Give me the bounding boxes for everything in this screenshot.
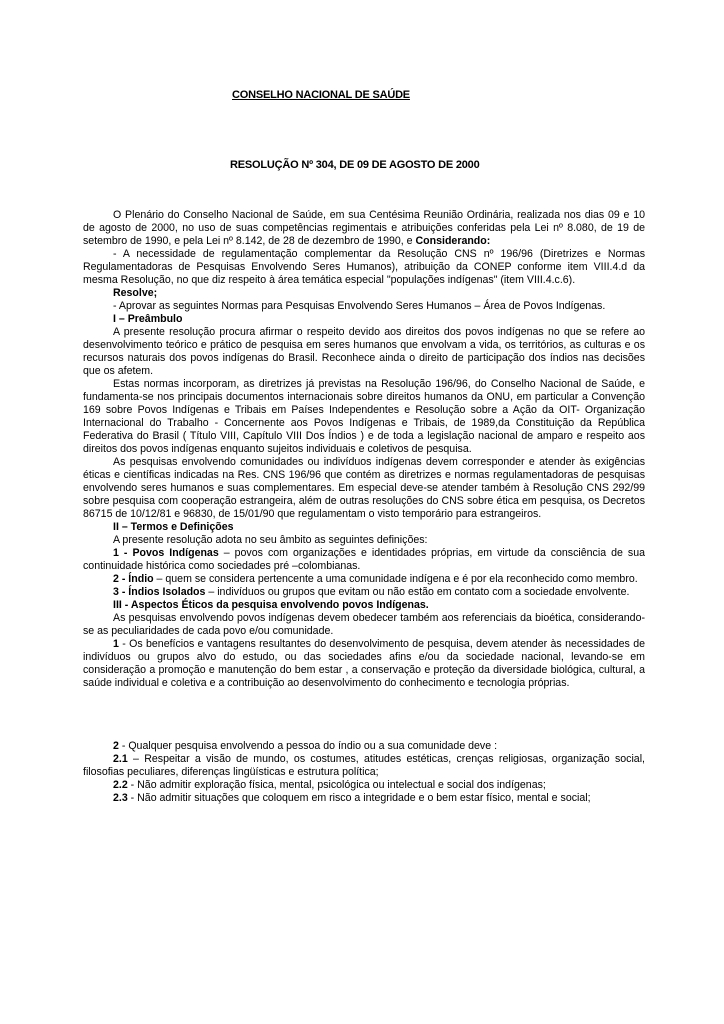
paragraph-plenary [83,209,645,248]
document-body [83,209,645,805]
definition-text: – quem se considera pertencente a uma comunidade indígena e é por ela reconhecido como membro. [153,573,638,585]
item-text: - Os benefícios e vantagens resultantes do desenvolvimento de pesquisa, devem atender às necessidades de indivíduos ou grupos alvo do estudo, ou das sociedades afins e/ou da sociedade nacional, levando-se em consideração a promoção e manutenção do bem estar , a conservação e proteção da diversidade biológica, cultural, a saúde individual e coletiva e a contribuição ao desenvolvimento do conhecimento e tecnologia próprias. [83,638,645,689]
council-title: CONSELHO NACIONAL DE SAÚDE [232,89,410,101]
definition-label: 3 - Índios Isolados [113,586,206,598]
section-definitions-heading: II – Termos e Definições [113,521,234,533]
paragraph-approve: - Aprovar as seguintes Normas para Pesquisas Envolvendo Seres Humanos – Área de Povos Indígenas. [113,300,606,312]
ethics-item-2-2 [83,779,645,792]
resolve-label: Resolve; [113,287,158,299]
definition-label: 2 - Índio [113,573,154,585]
definition-label: 1 - Povos Indígenas [113,547,219,559]
ethics-item-1 [83,638,645,690]
ethics-item-2-1 [83,753,645,779]
section-ethics-heading: III - Aspectos Éticos da pesquisa envolvendo povos Indígenas. [113,599,429,611]
ethics-item-2-3 [83,792,645,805]
item-text: - Não admitir situações que coloquem em risco a integridade e o bem estar físico, mental e social; [127,792,591,804]
resolution-title: RESOLUÇÃO Nº 304, DE 09 DE AGOSTO DE 2000 [230,159,480,171]
definition-povos-indigenas [83,547,645,573]
item-number: 2.1 [113,753,128,765]
paragraph-preamble-3: As pesquisas envolvendo comunidades ou indivíduos indígenas devem corresponder e atender às exigências éticas e científicas indicadas na Res. CNS 196/96 que contém as diretrizes e normas regulamentadoras de pesquisas envolvendo seres humanos e suas complementares. Em especial deve-se atender também à Resolução CNS 292/99 sobre pesquisa com cooperação estrangeira, além de outras resoluções do CNS sobre ética em pesquisa, os Decretos 86715 de 10/12/81 e 96830, de 15/01/90 que regulamentam o visto temporário para estrangeiros. [83,456,645,520]
definition-indio [83,573,645,586]
section-preamble-heading: I – Preâmbulo [113,313,183,325]
paragraph-ethics-intro: As pesquisas envolvendo povos indígenas devem obedecer também aos referenciais da bioética, considerando-se as peculiaridades de cada povo e/ou comunidade. [83,612,645,637]
considerando-label: Considerando: [415,235,491,247]
item-text: - Não admitir exploração física, mental, psicológica ou intelectual e social dos indígenas; [127,779,546,791]
item-number: 2.3 [113,792,128,804]
paragraph-definitions-intro: A presente resolução adota no seu âmbito as seguintes definições: [113,534,428,546]
paragraph-preamble-1: A presente resolução procura afirmar o respeito devido aos direitos dos povos indígenas no que se refere ao desenvolvimento teórico e prático de pesquisa em seres humanos que envolvam a vida, os territórios, as culturas e os recursos naturais dos povos indígenas do Brasil. Reconhece ainda o direito de participação dos índios nas decisões que os afetem. [83,326,645,377]
item-text: – Respeitar a visão de mundo, os costumes, atitudes estéticas, crenças religiosas, organização social, filosofias peculiares, diferenças lingüísticas e estrutura política; [83,753,645,778]
item-text: - Qualquer pesquisa envolvendo a pessoa do índio ou a sua comunidade deve : [118,740,498,752]
ethics-item-2 [83,740,645,753]
page-gap [83,690,645,740]
plenary-text: O Plenário do Conselho Nacional de Saúde, em sua Centésima Reunião Ordinária, realizada nos dias 09 e 10 de agosto de 2000, no uso de suas competências regimentais e atribuições conferidas pela Lei nº 8.080, de 19 de setembro de 1990, e pela Lei nº 8.142, de 28 de dezembro de 1990, e [83,209,645,247]
paragraph-considering: - A necessidade de regulamentação complementar da Resolução CNS nº 196/96 (Diretrizes e Normas Regulamentadoras de Pesquisas Envolvendo Seres Humanos), atribuição da CONEP conforme item VIII.4.d da mesma Resolução, no que diz respeito à área temática especial "populações indígenas" (item VIII.4.c.6). [83,248,645,286]
definition-indios-isolados [83,586,645,599]
item-number: 2.2 [113,779,128,791]
paragraph-preamble-2: Estas normas incorporam, as diretrizes já previstas na Resolução 196/96, do Conselho Nacional de Saúde, e fundamenta-se nos principais documentos internacionais sobre direitos humanos da ONU, em particular a Convenção 169 sobre Povos Indígenas e Tribais em Países Independentes e Resolução sobre a Ação da OIT- Organização Internacional do Trabalho - Concernente aos Povos Indígenas e Tribais, de 1989,da Constituição da República Federativa do Brasil ( Título VIII, Capítulo VIII Dos Índios ) e de toda a legislação nacional de amparo e respeito aos direitos dos povos indígenas enquanto sujeitos individuais e coletivos de pesquisa. [83,378,645,455]
definition-text: – indivíduos ou grupos que evitam ou não estão em contato com a sociedade envolvente. [205,586,630,598]
item-number: 1 [113,638,119,650]
definition-text: – povos com organizações e identidades próprias, em virtude da consciência de sua continuidade histórica como sociedades pré –colombianas. [83,547,645,572]
item-number: 2 [113,740,119,752]
